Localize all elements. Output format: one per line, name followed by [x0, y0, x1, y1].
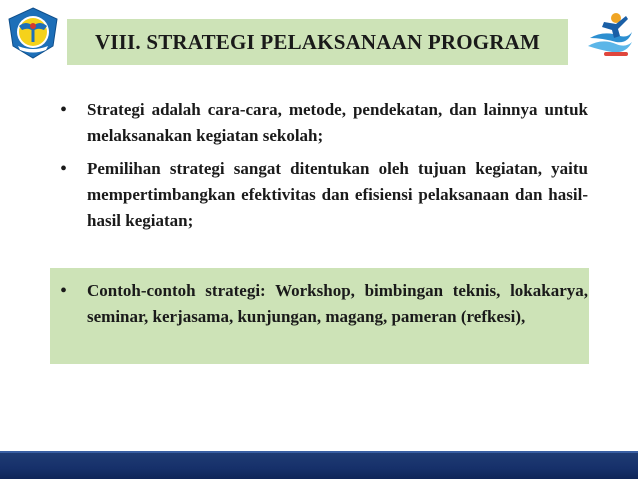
bullet-dot: • [60, 99, 68, 121]
bullet-dot: • [60, 158, 68, 180]
kurikulum-2013-logo-icon [582, 8, 636, 62]
bullet-list [60, 97, 588, 241]
list-item [60, 97, 588, 149]
list-item [60, 156, 588, 234]
tut-wuri-handayani-logo-icon [6, 6, 60, 60]
bullet-text: Strategi adalah cara-cara, metode, pendekatan, dan lainnya untuk melaksanakan kegiatan sekolah; [87, 100, 588, 145]
list-item [60, 278, 588, 330]
slide-title-box [67, 19, 568, 65]
footer-bar [0, 453, 638, 479]
example-strategies-box [50, 268, 589, 364]
slide-title: VIII. STRATEGI PELAKSANAAN PROGRAM [94, 29, 541, 54]
bullet-text: Contoh-contoh strategi: Workshop, bimbingan teknis, lokakarya, seminar, kerjasama, kunjungan, magang, pameran (refkesi), [87, 281, 588, 326]
bullet-dot: • [60, 280, 68, 302]
bullet-text: Pemilihan strategi sangat ditentukan oleh tujuan kegiatan, yaitu mempertimbangkan efektivitas dan efisiensi pelaksanaan dan hasil-hasil kegiatan; [87, 159, 588, 230]
